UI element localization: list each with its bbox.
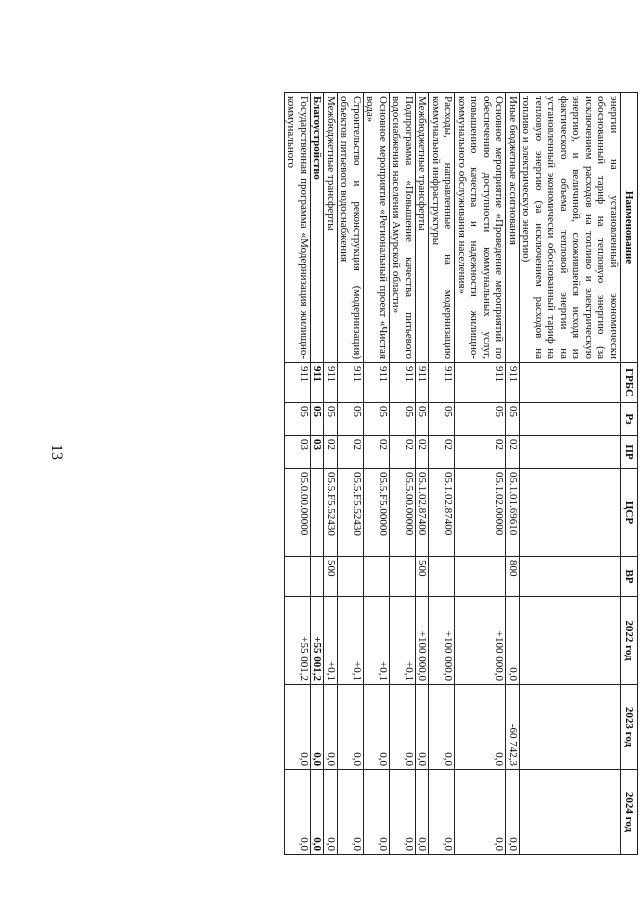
cell-grbs: 911 xyxy=(429,363,455,403)
header-2022: 2022 год xyxy=(621,597,638,685)
cell-vr xyxy=(338,557,364,597)
cell-grbs: 911 xyxy=(285,363,311,403)
cell-grbs: 911 xyxy=(416,363,430,403)
cell-rz: 05 xyxy=(455,403,506,436)
page-number: 13 xyxy=(48,444,65,460)
cell-vr: 500 xyxy=(324,557,338,597)
cell-grbs: 911 xyxy=(455,363,506,403)
cell-grbs xyxy=(520,363,621,403)
cell-y2024: 0,0 xyxy=(506,770,520,855)
cell-name: Государственная программа «Модернизация жилищно-коммунального xyxy=(285,93,311,363)
table-row xyxy=(390,93,416,855)
cell-y2023: 0,0 xyxy=(324,685,338,770)
cell-pr: 02 xyxy=(324,436,338,469)
cell-name: Межбюджетные трансферты xyxy=(324,93,338,363)
cell-grbs: 911 xyxy=(324,363,338,403)
cell-y2024 xyxy=(520,770,621,855)
header-2024: 2024 год xyxy=(621,770,638,855)
cell-csr: 05.5.F5.52430 xyxy=(324,469,338,557)
cell-name: Основное мероприятие «Проведение мероприятий по обеспечению доступности коммунальных услуг, повышению качества и надежности жилищно-коммунального обслуживания населения» xyxy=(455,93,506,363)
cell-vr xyxy=(364,557,390,597)
cell-pr: 03 xyxy=(311,436,325,469)
cell-grbs: 911 xyxy=(338,363,364,403)
rotated-table-frame xyxy=(118,92,638,854)
cell-pr: 02 xyxy=(455,436,506,469)
cell-y2024: 0,0 xyxy=(311,770,325,855)
cell-vr xyxy=(520,557,621,597)
budget-table xyxy=(284,92,638,855)
cell-y2023: 0,0 xyxy=(338,685,364,770)
cell-vr: 800 xyxy=(506,557,520,597)
cell-y2022: +100 000,0 xyxy=(429,597,455,685)
cell-rz: 05 xyxy=(311,403,325,436)
cell-csr: 05.5.F5.52430 xyxy=(338,469,364,557)
cell-pr xyxy=(520,436,621,469)
cell-y2023 xyxy=(520,685,621,770)
cell-name: Основное мероприятие «Региональный проект «Чистая вода» xyxy=(364,93,390,363)
header-2023: 2023 год xyxy=(621,685,638,770)
cell-y2022: 0,0 xyxy=(506,597,520,685)
cell-name: энергии на установленный экономически обоснованный тариф на тепловую энергию (за исключением расходов на топливо и электрическую энергию), и величиной, сложившейся исходя из фактического объема тепловой энергии на установленный экономически обоснованный тариф на тепловую энергию (за исключением расходов на топливо и электрическую энергию) xyxy=(520,93,621,363)
cell-pr: 02 xyxy=(364,436,390,469)
cell-y2024: 0,0 xyxy=(390,770,416,855)
cell-pr: 02 xyxy=(338,436,364,469)
cell-rz: 05 xyxy=(364,403,390,436)
table-row xyxy=(520,93,621,855)
header-pr: ПР xyxy=(621,436,638,469)
header-csr: ЦСР xyxy=(621,469,638,557)
cell-rz xyxy=(520,403,621,436)
cell-csr: 05.0.00.00000 xyxy=(285,469,311,557)
cell-y2022: +0,1 xyxy=(324,597,338,685)
table-row xyxy=(311,93,325,855)
cell-csr: 05.1.01.69610 xyxy=(506,469,520,557)
cell-name: Межбюджетные трансферты xyxy=(416,93,430,363)
cell-rz: 05 xyxy=(416,403,430,436)
cell-y2023: 0,0 xyxy=(364,685,390,770)
cell-y2023: 0,0 xyxy=(285,685,311,770)
cell-vr: 500 xyxy=(416,557,430,597)
cell-grbs: 911 xyxy=(506,363,520,403)
cell-y2024: 0,0 xyxy=(416,770,430,855)
cell-pr: 02 xyxy=(390,436,416,469)
table-row xyxy=(285,93,311,855)
cell-vr xyxy=(455,557,506,597)
table-row xyxy=(338,93,364,855)
cell-y2023: 0,0 xyxy=(416,685,430,770)
cell-vr xyxy=(429,557,455,597)
header-name: Наименование xyxy=(621,93,638,363)
cell-y2022: +55 001,2 xyxy=(285,597,311,685)
cell-csr: 05.1.02.87400 xyxy=(429,469,455,557)
cell-vr xyxy=(285,557,311,597)
cell-name: Строительство и реконструкция (модернизация) объектов питьевого водоснабжения xyxy=(338,93,364,363)
table-header-row xyxy=(621,93,638,855)
header-vr: ВР xyxy=(621,557,638,597)
cell-csr: 05.1.02.87400 xyxy=(416,469,430,557)
header-rz: Рз xyxy=(621,403,638,436)
cell-y2023: -60 742,3 xyxy=(506,685,520,770)
cell-y2023: 0,0 xyxy=(455,685,506,770)
cell-pr: 02 xyxy=(506,436,520,469)
cell-vr xyxy=(311,557,325,597)
table-row xyxy=(455,93,506,855)
table-row xyxy=(324,93,338,855)
table-row xyxy=(416,93,430,855)
cell-y2024: 0,0 xyxy=(364,770,390,855)
table-body xyxy=(285,93,621,855)
cell-grbs: 911 xyxy=(364,363,390,403)
cell-y2022: +0,1 xyxy=(338,597,364,685)
cell-y2022: +100 000,0 xyxy=(416,597,430,685)
cell-y2022: +0,1 xyxy=(364,597,390,685)
cell-y2024: 0,0 xyxy=(338,770,364,855)
cell-name: Благоустройство xyxy=(311,93,325,363)
cell-y2023: 0,0 xyxy=(311,685,325,770)
cell-grbs: 911 xyxy=(311,363,325,403)
header-grbs: ГРБС xyxy=(621,363,638,403)
cell-csr: 05.1.02.00000 xyxy=(455,469,506,557)
cell-pr: 02 xyxy=(416,436,430,469)
cell-y2024: 0,0 xyxy=(429,770,455,855)
cell-y2024: 0,0 xyxy=(455,770,506,855)
cell-rz: 05 xyxy=(390,403,416,436)
table-row xyxy=(364,93,390,855)
cell-rz: 05 xyxy=(429,403,455,436)
cell-rz: 05 xyxy=(506,403,520,436)
cell-y2023: 0,0 xyxy=(390,685,416,770)
cell-y2022: +0,1 xyxy=(390,597,416,685)
cell-y2024: 0,0 xyxy=(285,770,311,855)
cell-vr xyxy=(390,557,416,597)
cell-y2022 xyxy=(520,597,621,685)
cell-rz: 05 xyxy=(324,403,338,436)
cell-y2022: +55 001,2 xyxy=(311,597,325,685)
cell-name: Расходы, направленные на модернизацию коммунальной инфраструктуры xyxy=(429,93,455,363)
cell-rz: 05 xyxy=(285,403,311,436)
cell-y2024: 0,0 xyxy=(324,770,338,855)
cell-name: Подпрограмма «Повышение качества питьевого водоснабжения населения Амурской области» xyxy=(390,93,416,363)
cell-rz: 05 xyxy=(338,403,364,436)
cell-y2023: 0,0 xyxy=(429,685,455,770)
cell-csr xyxy=(311,469,325,557)
cell-csr xyxy=(520,469,621,557)
cell-csr: 05.5.F5.00000 xyxy=(364,469,390,557)
table-row xyxy=(429,93,455,855)
cell-y2022: +100 000,0 xyxy=(455,597,506,685)
cell-pr: 03 xyxy=(285,436,311,469)
cell-grbs: 911 xyxy=(390,363,416,403)
cell-pr: 02 xyxy=(429,436,455,469)
cell-csr: 05.5.00.00000 xyxy=(390,469,416,557)
cell-name: Иные бюджетные ассигнования xyxy=(506,93,520,363)
table-row xyxy=(506,93,520,855)
